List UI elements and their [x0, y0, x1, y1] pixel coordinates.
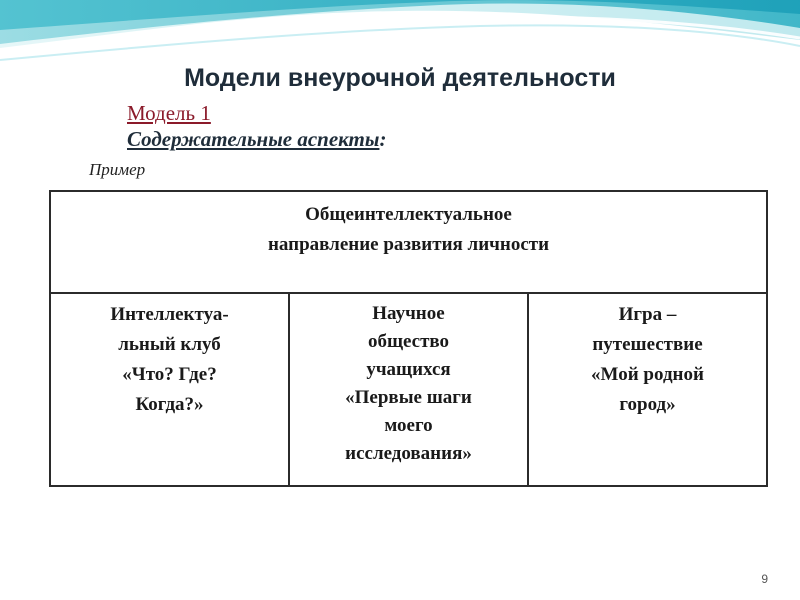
cell-line: «Первые шаги: [345, 387, 472, 408]
example-label: Пример: [89, 160, 146, 179]
aspects-text: Содержательные аспекты: [127, 127, 380, 151]
cell-line: учащихся: [366, 359, 451, 380]
table-header-row: [50, 191, 767, 293]
header-line: Общеинтеллектуальное: [305, 204, 512, 225]
cell-line: Интеллектуа-: [110, 304, 229, 325]
page-number: 9: [761, 572, 768, 586]
cell-line: исследования»: [345, 443, 472, 464]
cell-line: моего: [384, 415, 433, 436]
cell-line: льный клуб: [118, 334, 221, 355]
table-cell-scientific-society: [289, 293, 528, 486]
cell-line: город»: [619, 394, 676, 415]
table-cell-intellectual-club: [50, 293, 289, 486]
table-cell-travel-game: [528, 293, 767, 486]
cell-line: общество: [367, 331, 450, 352]
cell-line: Игра –: [618, 304, 677, 325]
model-link[interactable]: Модель 1: [127, 101, 211, 125]
cell-line: путешествие: [592, 334, 703, 355]
table-header-cell: [50, 191, 767, 293]
cell-line: «Что? Где?: [122, 364, 217, 385]
cell-line: Научное: [372, 303, 445, 324]
directions-table: [49, 190, 768, 487]
page-title: Модели внеурочной деятельности: [184, 64, 616, 92]
aspects-colon: :: [379, 127, 387, 151]
cell-line: «Мой родной: [591, 364, 704, 385]
table-row: [50, 293, 767, 486]
cell-line: Когда?»: [135, 394, 204, 415]
header-line: направление развития личности: [267, 234, 550, 255]
aspects-heading: [127, 127, 386, 152]
